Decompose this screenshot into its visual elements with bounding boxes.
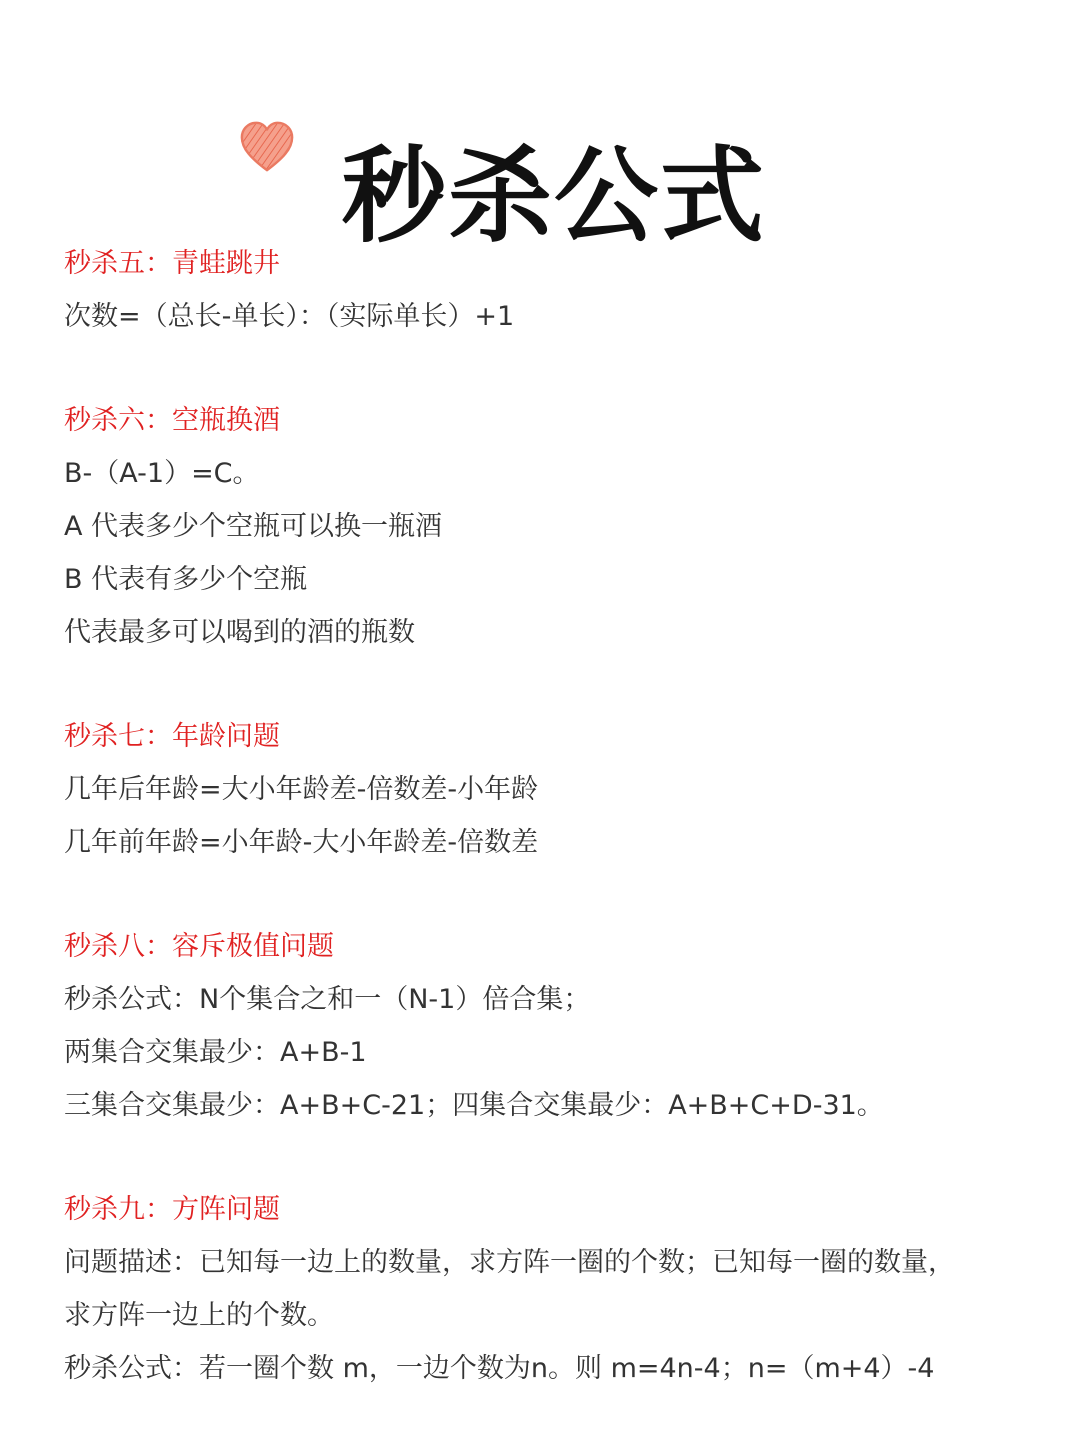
text-line: A 代表多少个空瓶可以换一瓶酒 — [64, 511, 443, 542]
page-title: 秒杀公式 — [341, 135, 766, 257]
formula-line: 三集合交集最少：A+B+C-21；四集合交集最少：A+B+C+D-31。 — [64, 1090, 884, 1121]
formula-line: 秒杀公式：N个集合之和一（N-1）倍合集； — [64, 984, 591, 1015]
section-title: 秒杀九：方阵问题 — [64, 1194, 280, 1225]
section-frog-well — [64, 238, 1024, 343]
section-bottle-exchange — [64, 395, 1024, 659]
section-title: 秒杀八：容斥极值问题 — [64, 931, 334, 962]
formula-line: 几年前年龄=小年龄-大小年龄差-倍数差 — [64, 827, 539, 858]
formula-line: 两集合交集最少：A+B-1 — [64, 1037, 367, 1068]
text-line: 问题描述：已知每一边上的数量，求方阵一圈的个数；已知每一圈的数量， — [64, 1247, 955, 1278]
text-line: B 代表有多少个空瓶 — [64, 564, 308, 595]
section-age-problem — [64, 711, 1024, 869]
formula-line: 几年后年龄=大小年龄差-倍数差-小年龄 — [64, 774, 539, 805]
formula-line: 秒杀公式：若一圈个数 m，一边个数为n。则 m=4n-4；n=（m+4）-4 — [64, 1353, 935, 1384]
section-title: 秒杀五：青蛙跳井 — [64, 248, 280, 279]
formula-line: 次数=（总长-单长）：（实际单长）+1 — [64, 301, 515, 332]
page-header — [0, 60, 1080, 257]
content-body — [64, 238, 1024, 1447]
section-inclusion-exclusion — [64, 921, 1024, 1132]
section-square-array — [64, 1184, 1024, 1395]
formula-line: B-（A-1）=C。 — [64, 458, 260, 489]
text-line: 代表最多可以喝到的酒的瓶数 — [64, 617, 415, 648]
section-title: 秒杀七：年龄问题 — [64, 721, 280, 752]
text-line: 求方阵一边上的个数。 — [64, 1300, 334, 1331]
section-title: 秒杀六：空瓶换酒 — [64, 405, 280, 436]
